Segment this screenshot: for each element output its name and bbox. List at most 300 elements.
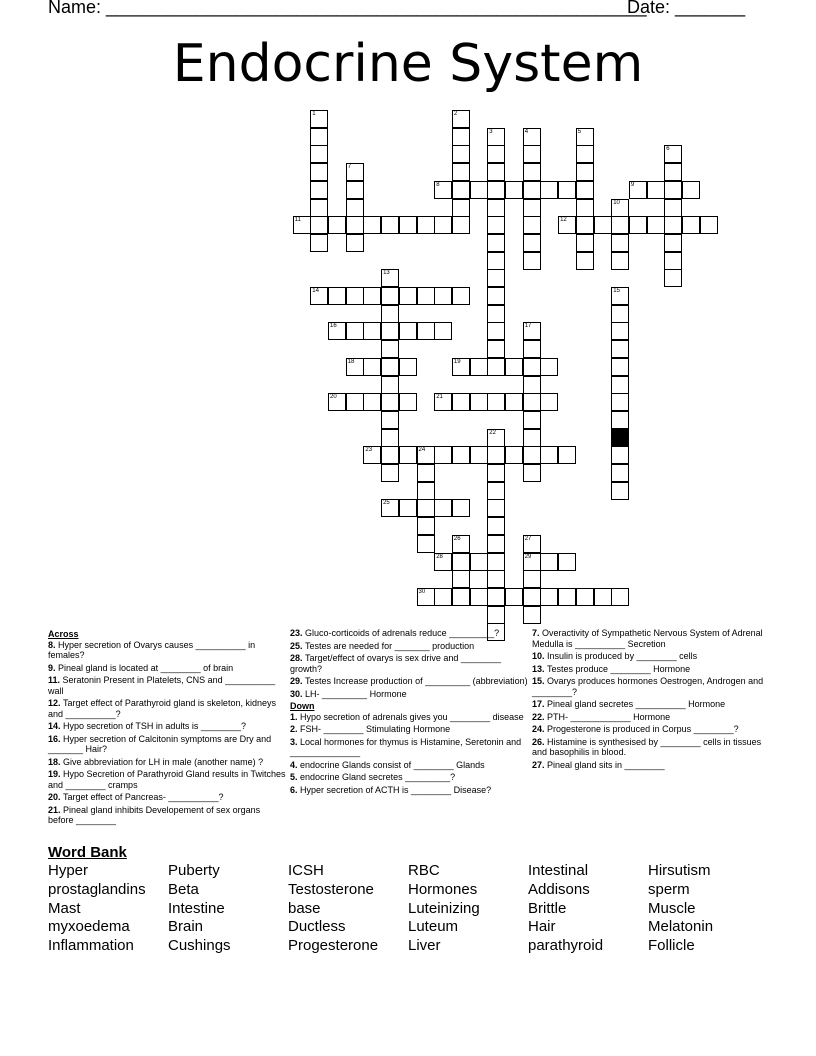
crossword-cell[interactable] [523, 376, 541, 394]
clue-text: Ovarys produces hormones Oestrogen, Androgen and ________? [532, 676, 764, 697]
clue-number: 22 [489, 429, 496, 436]
clue-item [532, 651, 770, 662]
clue-text: Local hormones for thymus is Histamine, Seretonin and ______________ [290, 736, 522, 757]
word-bank-item: myxoedema [48, 918, 130, 936]
clue-item [290, 689, 528, 700]
crossword-cell[interactable] [523, 464, 541, 482]
crossword-cell[interactable] [363, 446, 381, 464]
crossword-cell[interactable] [434, 322, 452, 340]
clue-item [48, 640, 286, 661]
crossword-cell[interactable] [417, 464, 435, 482]
clue-number-label: 3. [290, 736, 301, 747]
crossword-cell[interactable] [381, 376, 399, 394]
clue-number-label: 18. [48, 756, 64, 767]
crossword-cell[interactable] [363, 322, 381, 340]
crossword-cell[interactable] [452, 216, 470, 234]
crossword-cell[interactable] [594, 216, 612, 234]
crossword-cell[interactable] [452, 145, 470, 163]
crossword-cell[interactable] [434, 216, 452, 234]
clue-number-label: 14. [48, 721, 64, 731]
crossword-cell[interactable] [310, 128, 328, 146]
crossword-cell[interactable] [381, 499, 399, 517]
clue-number: 8 [436, 181, 440, 188]
word-bank-item: Hyper [48, 862, 89, 879]
clue-number: 19 [453, 358, 461, 365]
crossword-cell[interactable] [487, 252, 505, 270]
crossword-cell[interactable] [399, 322, 417, 340]
crossword-cell[interactable] [647, 181, 665, 199]
clue-number-label: 24. [532, 724, 548, 734]
crossword-cell[interactable] [664, 181, 682, 199]
clue-item [290, 628, 528, 639]
crossword-cell[interactable] [417, 216, 435, 234]
crossword-cell[interactable] [487, 340, 505, 358]
crossword-cell[interactable] [558, 181, 576, 199]
crossword-cell[interactable] [310, 181, 328, 199]
crossword-cell[interactable] [399, 446, 417, 464]
crossword-cell[interactable] [523, 393, 541, 411]
crossword-cell[interactable] [363, 358, 381, 376]
crossword-cell[interactable] [540, 588, 558, 606]
crossword-cell[interactable] [328, 287, 346, 305]
crossword-cell[interactable] [664, 269, 682, 287]
crossword-cell[interactable] [434, 553, 452, 571]
clue-text: Pineal gland is located at ________ of brain [58, 662, 234, 673]
clue-text: FSH- ________ Stimulating Hormone [300, 724, 451, 734]
clue-number-label: 15. [532, 676, 548, 686]
clue-text: Insulin is produced by ________ cells [547, 651, 698, 661]
crossword-cell[interactable] [310, 145, 328, 163]
crossword-cell[interactable] [310, 163, 328, 181]
crossword-cell[interactable] [310, 234, 328, 252]
clue-number: 16 [330, 323, 337, 330]
clue-number-label: 5. [290, 772, 301, 782]
crossword-cell[interactable] [346, 358, 364, 376]
crossword-cell[interactable] [523, 446, 541, 464]
clue-item [532, 628, 770, 649]
crossword-cell[interactable] [558, 216, 576, 234]
crossword-cell[interactable] [417, 322, 435, 340]
clue-item [48, 769, 286, 790]
clue-number-label: 19. [48, 769, 64, 779]
crossword-cell[interactable] [487, 606, 505, 624]
crossword-cell[interactable] [417, 535, 435, 553]
crossword-cell[interactable] [381, 429, 399, 447]
crossword-cell[interactable] [452, 199, 470, 217]
crossword-cell[interactable] [611, 234, 629, 252]
crossword-cell[interactable] [558, 446, 576, 464]
crossword-cell[interactable] [611, 411, 629, 429]
crossword-cell[interactable] [487, 570, 505, 588]
crossword-cell[interactable] [523, 252, 541, 270]
crossword-cell[interactable] [558, 553, 576, 571]
crossword-cell[interactable] [523, 411, 541, 429]
clue-number: 1 [312, 111, 316, 117]
crossword-cell[interactable] [328, 216, 346, 234]
crossword-cell[interactable] [576, 163, 594, 181]
crossword-cell[interactable] [487, 553, 505, 571]
word-bank-item: Progesterone [288, 937, 379, 955]
crossword-cell[interactable] [417, 446, 435, 464]
crossword-cell[interactable] [487, 588, 505, 606]
crossword-cell[interactable] [381, 216, 399, 234]
crossword-cell[interactable] [487, 393, 505, 411]
crossword-cell[interactable] [452, 393, 470, 411]
crossword-cell[interactable] [381, 305, 399, 323]
crossword-cell[interactable] [487, 358, 505, 376]
crossword-cell[interactable] [487, 464, 505, 482]
crossword-cell[interactable] [487, 163, 505, 181]
crossword-cell[interactable] [540, 181, 558, 199]
date-field-label: Date: _______ [627, 0, 746, 17]
crossword-cell[interactable] [540, 446, 558, 464]
crossword-cell[interactable] [682, 216, 700, 234]
clue-number-label: 4. [290, 759, 301, 770]
clue-text: Target/effect of ovarys is sex drive and ________ growth? [290, 653, 501, 674]
clue-text: Hypo secretion of TSH in adults is ________? [63, 721, 246, 731]
crossword-cell[interactable] [452, 535, 470, 553]
crossword-cell[interactable] [487, 305, 505, 323]
crossword-cell[interactable] [470, 393, 488, 411]
crossword-cell[interactable] [576, 216, 594, 234]
clue-number-label: 13. [532, 663, 548, 674]
crossword-cell[interactable] [434, 499, 452, 517]
crossword-cell[interactable] [381, 322, 399, 340]
crossword-cell[interactable] [452, 128, 470, 146]
crossword-cell[interactable] [523, 216, 541, 234]
crossword-cell[interactable] [399, 393, 417, 411]
word-bank-item: Intestine [168, 899, 225, 917]
clue-number: 28 [436, 553, 443, 560]
word-bank-item: Follicle [648, 937, 695, 955]
crossword-cell[interactable] [505, 588, 523, 606]
crossword-cell[interactable] [328, 393, 346, 411]
crossword-cell[interactable] [470, 588, 488, 606]
crossword-cell[interactable] [523, 163, 541, 181]
clue-text: Pineal gland secretes __________ Hormone [547, 699, 726, 709]
crossword-cell[interactable] [470, 553, 488, 571]
crossword-cell[interactable] [611, 464, 629, 482]
crossword-cell[interactable] [576, 234, 594, 252]
crossword-cell[interactable] [399, 499, 417, 517]
clue-number-label: 22. [532, 711, 548, 722]
crossword-cell[interactable] [363, 216, 381, 234]
crossword-cell[interactable] [328, 322, 346, 340]
crossword-cell[interactable] [346, 322, 364, 340]
clue-text: Give abbreviation for LH in male (another name) ? [63, 756, 264, 767]
clue-number-label: 6. [290, 784, 301, 795]
crossword-cell[interactable] [664, 145, 682, 163]
crossword-cell[interactable] [611, 393, 629, 411]
crossword-cell[interactable] [346, 393, 364, 411]
crossword-cell[interactable] [381, 340, 399, 358]
crossword-cell[interactable] [381, 358, 399, 376]
clue-item [48, 734, 286, 755]
crossword-cell[interactable] [346, 287, 364, 305]
clue-number-label: 26. [532, 736, 548, 747]
crossword-cell[interactable] [381, 287, 399, 305]
crossword-cell[interactable] [452, 588, 470, 606]
crossword-cell[interactable] [346, 163, 364, 181]
clue-item [532, 712, 770, 723]
word-bank [48, 862, 788, 956]
word-bank-item: Hair [528, 918, 556, 936]
crossword-cell[interactable] [417, 482, 435, 500]
clue-item [290, 785, 528, 796]
crossword-cell[interactable] [452, 499, 470, 517]
crossword-cell[interactable] [576, 588, 594, 606]
clue-number: 20 [330, 394, 337, 401]
clue-item [48, 792, 286, 803]
crossword-cell[interactable] [487, 429, 505, 447]
crossword-cell[interactable] [523, 429, 541, 447]
word-bank-item: parathyroid [528, 937, 604, 955]
crossword-cell[interactable] [452, 553, 470, 571]
crossword-cell[interactable] [487, 145, 505, 163]
word-bank-item: Cushings [168, 937, 231, 955]
crossword-cell[interactable] [487, 499, 505, 517]
crossword-cell[interactable] [417, 287, 435, 305]
crossword-cell[interactable] [523, 553, 541, 571]
crossword-cell[interactable] [611, 305, 629, 323]
clue-text: Target effect of Pancreas- __________? [63, 792, 224, 802]
crossword-cell[interactable] [664, 252, 682, 270]
crossword-cell[interactable] [611, 588, 629, 606]
word-bank-item: RBC [408, 862, 440, 879]
clue-number-label: 11. [48, 675, 63, 685]
crossword-cell[interactable] [470, 181, 488, 199]
crossword-cell[interactable] [452, 110, 470, 128]
crossword-cell[interactable] [611, 322, 629, 340]
clue-text: Seratonin Present in Platelets, CNS and __________ wall [48, 675, 276, 696]
clue-item [290, 760, 528, 771]
clue-item [290, 737, 528, 758]
crossword-cell[interactable] [540, 358, 558, 376]
crossword-cell[interactable] [346, 216, 364, 234]
word-bank-item: Inflammation [48, 937, 134, 955]
crossword-cell[interactable] [487, 234, 505, 252]
clue-number: 29 [524, 553, 532, 560]
word-bank-item: Testosterone [288, 880, 374, 898]
clue-number: 13 [383, 270, 390, 277]
crossword-cell[interactable] [381, 464, 399, 482]
crossword-cell[interactable] [487, 517, 505, 535]
crossword-cell[interactable] [611, 199, 629, 217]
crossword-cell[interactable] [452, 570, 470, 588]
crossword-cell[interactable] [346, 234, 364, 252]
crossword-cell[interactable] [487, 535, 505, 553]
word-bank-item: Brittle [528, 899, 567, 917]
clue-number: 6 [666, 146, 670, 153]
crossword-cell[interactable] [540, 553, 558, 571]
crossword-cell[interactable] [381, 269, 399, 287]
crossword-cell[interactable] [346, 181, 364, 199]
crossword-cell[interactable] [452, 287, 470, 305]
crossword-cell[interactable] [523, 340, 541, 358]
crossword-cell[interactable] [576, 252, 594, 270]
clue-number: 9 [630, 181, 635, 188]
clue-number: 27 [524, 535, 532, 542]
crossword-cell[interactable] [523, 145, 541, 163]
clue-number-label: 28. [290, 653, 306, 663]
crossword-cell[interactable] [487, 322, 505, 340]
word-bank-item: Intestinal [528, 862, 589, 879]
clue-number-label: 27. [532, 759, 548, 770]
crossword-cell[interactable] [523, 535, 541, 553]
clue-number-label: 12. [48, 698, 64, 708]
clue-text: Pineal gland inhibits Developement of sex organs before ________ [48, 804, 261, 825]
crossword-cell[interactable] [505, 358, 523, 376]
word-bank-item: ICSH [288, 862, 324, 879]
crossword-cell[interactable] [647, 216, 665, 234]
crossword-cell[interactable] [452, 181, 470, 199]
crossword-cell[interactable] [576, 128, 594, 146]
across-clue-list-1 [48, 640, 286, 826]
crossword-cell[interactable] [664, 216, 682, 234]
clue-text: Progesterone is produced in Corpus ________? [547, 724, 739, 734]
crossword-cell[interactable] [611, 376, 629, 394]
crossword-cell[interactable] [523, 128, 541, 146]
clue-text: Hypo Secretion of Parathyroid Gland results in Twitches and ________ cramps [48, 769, 286, 790]
crossword-cell[interactable] [452, 446, 470, 464]
clue-number: 24 [418, 447, 426, 454]
crossword-cell[interactable] [505, 181, 523, 199]
crossword-cell[interactable] [381, 411, 399, 429]
clue-item [290, 653, 528, 674]
clue-number: 17 [524, 323, 532, 330]
crossword-cell[interactable] [611, 252, 629, 270]
crossword-cell[interactable] [576, 199, 594, 217]
word-bank-item: Mast [48, 899, 81, 917]
clue-number-label: 2. [290, 724, 301, 734]
crossword-cell[interactable] [470, 358, 488, 376]
crossword-cell[interactable] [399, 216, 417, 234]
word-bank-item: Liver [408, 937, 441, 955]
crossword-cell[interactable] [487, 482, 505, 500]
word-bank-item: base [288, 899, 321, 917]
crossword-cell[interactable] [505, 446, 523, 464]
crossword-cell[interactable] [611, 358, 629, 376]
crossword-cell[interactable] [487, 199, 505, 217]
clue-number: 26 [453, 535, 461, 542]
crossword-cell[interactable] [664, 234, 682, 252]
crossword-cell[interactable] [434, 181, 452, 199]
crossword-cell[interactable] [700, 216, 718, 234]
clue-number-label: 7. [532, 628, 543, 638]
crossword-cell[interactable] [434, 393, 452, 411]
crossword-cell[interactable] [363, 287, 381, 305]
crossword-cell[interactable] [417, 499, 435, 517]
crossword-cell[interactable] [310, 110, 328, 128]
crossword-cell[interactable] [399, 287, 417, 305]
crossword-cell[interactable] [434, 446, 452, 464]
crossword-cell[interactable] [523, 181, 541, 199]
clue-text: Histamine is synthesised by ________ cells in tissues and basophilis in blood. [532, 736, 762, 757]
crossword-cell[interactable] [452, 163, 470, 181]
crossword-cell[interactable] [417, 517, 435, 535]
clue-text: endocrine Gland secretes _________? [300, 772, 456, 782]
clue-number: 15 [613, 288, 620, 294]
crossword-cell[interactable] [487, 269, 505, 287]
clue-number: 7 [347, 164, 352, 171]
crossword-cell[interactable] [682, 181, 700, 199]
clue-number-label: 23. [290, 628, 306, 638]
clue-item [532, 724, 770, 735]
clue-number: 10 [613, 199, 620, 206]
crossword-cell[interactable] [487, 287, 505, 305]
crossword-cell[interactable] [611, 482, 629, 500]
crossword-cell[interactable] [523, 570, 541, 588]
name-field-label: Name: ______________________________________________________ [48, 0, 647, 17]
clue-number: 11 [294, 217, 301, 224]
crossword-cell[interactable] [363, 393, 381, 411]
crossword-cell[interactable] [470, 446, 488, 464]
crossword-cell[interactable] [310, 216, 328, 234]
clue-item [290, 724, 528, 735]
crossword-cell[interactable] [523, 606, 541, 624]
crossword-cell[interactable] [664, 163, 682, 181]
clue-item [290, 641, 528, 652]
clue-item [48, 663, 286, 674]
crossword-cell[interactable] [434, 287, 452, 305]
clues-column-3 [532, 628, 770, 772]
clue-number: 3 [489, 128, 493, 135]
clue-item [290, 712, 528, 723]
clue-number: 5 [577, 128, 582, 135]
crossword-cell[interactable] [664, 199, 682, 217]
crossword-cell[interactable] [523, 588, 541, 606]
crossword-cell[interactable] [381, 393, 399, 411]
crossword-cell[interactable] [611, 287, 629, 305]
crossword-cell[interactable] [487, 216, 505, 234]
crossword-cell[interactable] [310, 199, 328, 217]
crossword-cell[interactable] [417, 588, 435, 606]
crossword-cell[interactable] [487, 446, 505, 464]
clue-number-label: 20. [48, 792, 64, 802]
clue-item [48, 675, 286, 696]
crossword-cell[interactable] [505, 393, 523, 411]
crossword-black-cell [611, 429, 629, 447]
crossword-cell[interactable] [611, 216, 629, 234]
crossword-cell[interactable] [523, 358, 541, 376]
crossword-cell[interactable] [310, 287, 328, 305]
crossword-cell[interactable] [611, 340, 629, 358]
crossword-cell[interactable] [523, 234, 541, 252]
clue-text: Testes are needed for _______ production [305, 640, 475, 651]
crossword-cell[interactable] [452, 358, 470, 376]
crossword-cell[interactable] [399, 358, 417, 376]
crossword-cell[interactable] [487, 181, 505, 199]
crossword-cell[interactable] [594, 588, 612, 606]
crossword-cell[interactable] [523, 322, 541, 340]
crossword-cell[interactable] [434, 588, 452, 606]
crossword-cell[interactable] [629, 181, 647, 199]
crossword-cell[interactable] [346, 199, 364, 217]
clue-number-label: 16. [48, 733, 64, 744]
crossword-cell[interactable] [576, 181, 594, 199]
clue-number: 30 [418, 588, 426, 595]
crossword-cell[interactable] [558, 588, 576, 606]
crossword-cell[interactable] [293, 216, 311, 234]
crossword-cell[interactable] [487, 128, 505, 146]
crossword-cell[interactable] [611, 446, 629, 464]
crossword-cell[interactable] [523, 199, 541, 217]
crossword-cell[interactable] [629, 216, 647, 234]
clue-text: LH- _________ Hormone [305, 688, 407, 699]
crossword-cell[interactable] [576, 145, 594, 163]
crossword-cell[interactable] [540, 393, 558, 411]
crossword-cell[interactable] [381, 446, 399, 464]
